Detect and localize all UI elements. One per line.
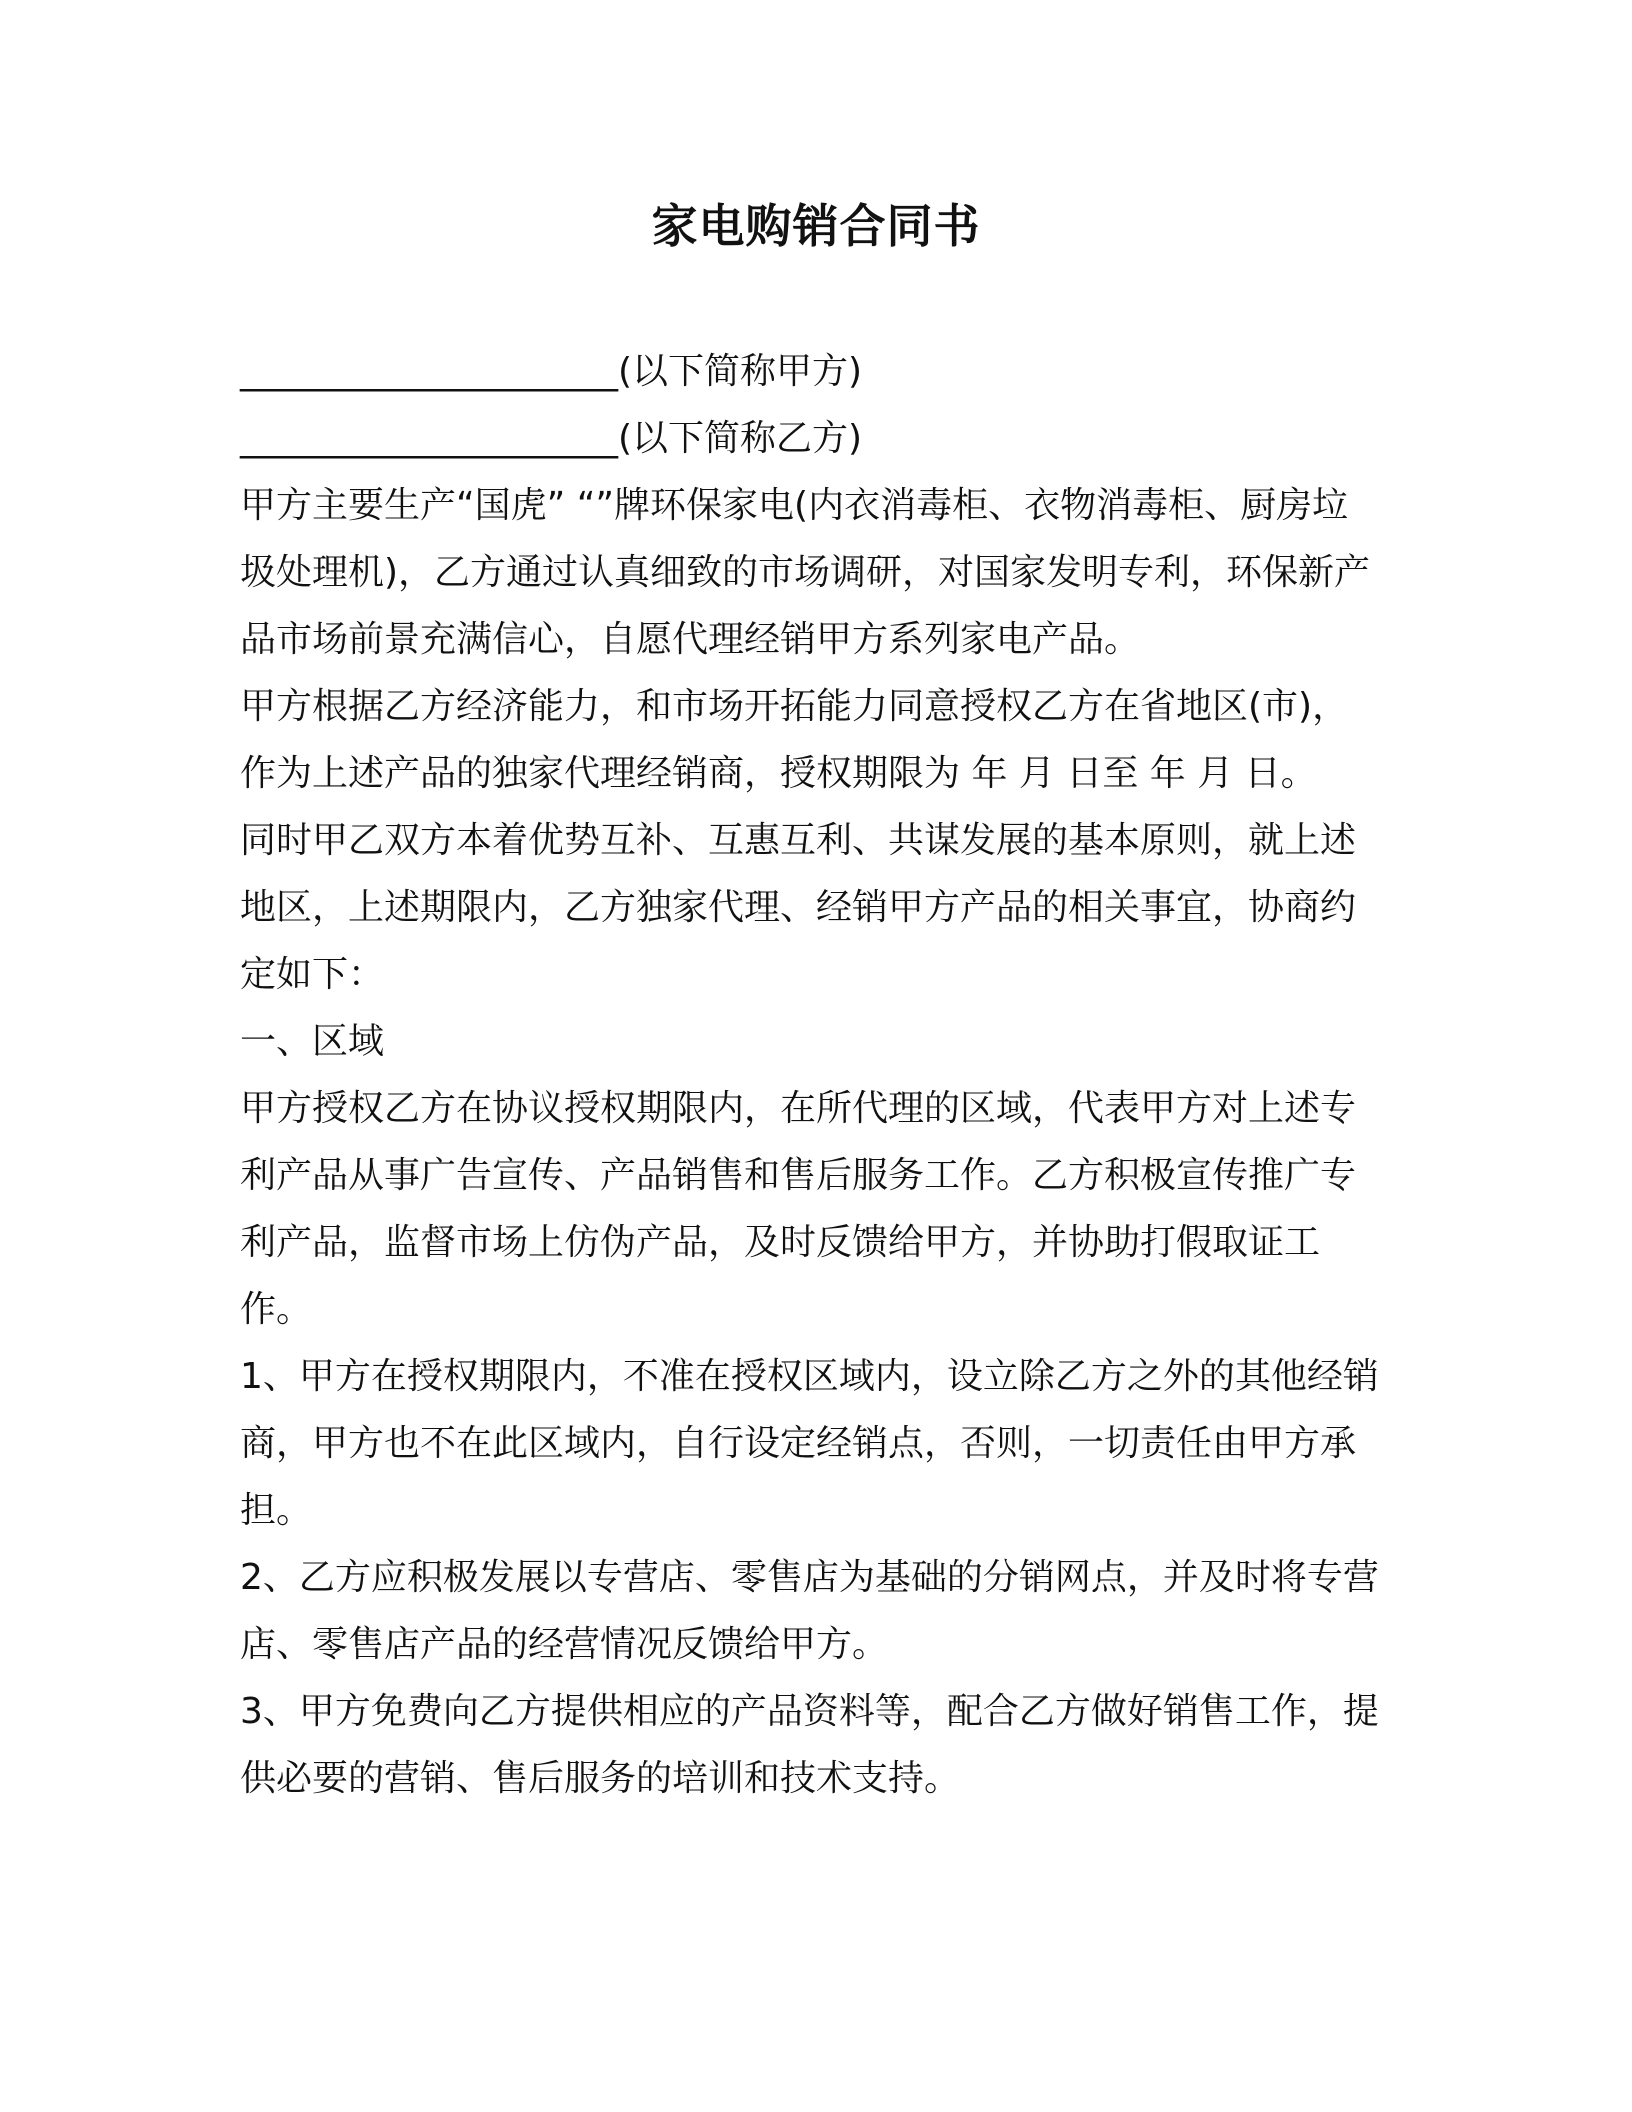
clause-1: 1、甲方在授权期限内，不准在授权区域内，设立除乙方之外的其他经销商，甲方也不在此区域内，自行设定经销点，否则，一切责任由甲方承担。 bbox=[240, 1356, 1379, 1531]
paragraph-authorization: 甲方根据乙方经济能力，和市场开拓能力同意授权乙方在省地区(市)，作为上述产品的独家代理经销商，授权期限为 年 月 日至 年 月 日。 bbox=[240, 686, 1349, 794]
paragraph-principles: 同时甲乙双方本着优势互补、互惠互利、共谋发展的基本原则，就上述地区，上述期限内，乙方独家代理、经销甲方产品的相关事宜，协商约定如下： bbox=[240, 820, 1357, 995]
paragraph-intro: 甲方主要生产“国虎” “”牌环保家电(内衣消毒柜、衣物消毒柜、厨房垃圾处理机)，乙方通过认真细致的市场调研，对国家发明专利，环保新产品市场前景充满信心，自愿代理经销甲方系列家电产品。 bbox=[240, 485, 1371, 660]
document-title: 家电购销合同书 bbox=[651, 199, 981, 253]
party-b-line: _____________________(以下简称乙方) bbox=[240, 418, 863, 459]
section-heading-region: 一、区域 bbox=[240, 1021, 385, 1062]
paragraph-region-scope: 甲方授权乙方在协议授权期限内，在所代理的区域，代表甲方对上述专利产品从事广告宣传、产品销售和售后服务工作。乙方积极宣传推广专利产品，监督市场上仿伪产品，及时反馈给甲方，并协助打假取证工作。 bbox=[240, 1088, 1357, 1330]
clause-2: 2、乙方应积极发展以专营店、零售店为基础的分销网点，并及时将专营店、零售店产品的经营情况反馈给甲方。 bbox=[240, 1557, 1379, 1665]
clause-3: 3、甲方免费向乙方提供相应的产品资料等，配合乙方做好销售工作，提供必要的营销、售后服务的培训和技术支持。 bbox=[240, 1691, 1379, 1799]
document-body bbox=[240, 338, 1380, 1812]
party-a-line: _____________________(以下简称甲方) bbox=[240, 351, 863, 392]
